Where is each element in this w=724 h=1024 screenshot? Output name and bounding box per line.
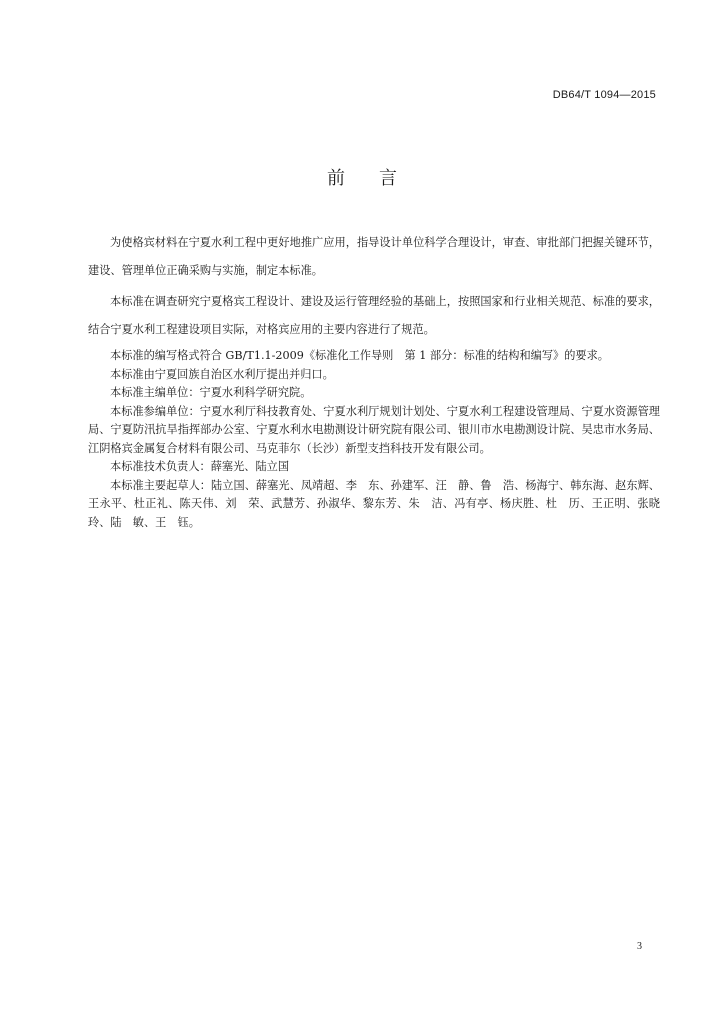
foreword-body — [88, 229, 660, 532]
page-title: 前言 — [327, 168, 431, 189]
page-number: 3 — [637, 941, 642, 952]
paragraph-drafters: 本标准主要起草人：陆立国、薛塞光、凤靖超、李 东、孙建军、汪 静、鲁 浩、杨海宁、韩东海、赵东辉、王永平、杜正礼、陈天伟、刘 荣、武慧芳、孙淑华、黎东芳、朱 洁、冯有亭、杨庆胜、杜 历、王正明、张晓玲、陆 敏、王 钰。 — [88, 478, 660, 529]
paragraph-basis: 本标准在调查研究宁夏格宾工程设计、建设及运行管理经验的基础上，按照国家和行业相关规范、标准的要求，结合宁夏水利工程建设项目实际，对格宾应用的主要内容进行了规范。 — [88, 295, 660, 336]
paragraph-chief-editor: 本标准主编单位：宁夏水利科学研究院。 — [110, 386, 312, 399]
standard-code: DB64/T 1094—2015 — [552, 89, 656, 101]
paragraph-proposer: 本标准由宁夏回族自治区水利厅提出并归口。 — [110, 367, 334, 381]
paragraph-purpose: 为使格宾材料在宁夏水利工程中更好地推广应用，指导设计单位科学合理设计，审查、审批部门把握关键环节，建设、管理单位正确采购与实施，制定本标准。 — [88, 236, 660, 277]
paragraph-participating-units: 本标准参编单位：宁夏水利厅科技教育处、宁夏水利厅规划计划处、宁夏水利工程建设管理局、宁夏水资源管理局、宁夏防汛抗旱指挥部办公室、宁夏水利水电勘测设计研究院有限公司、银川市水电勘测设计院、吴忠市水务局、江阴格宾金属复合材料有限公司、马克菲尔（长沙）新型支挡科技开发有限公司。 — [88, 404, 660, 455]
header-rule — [68, 108, 656, 109]
paragraph-format: 本标准的编写格式符合 GB/T1.1-2009《标准化工作导则 第 1 部分：标准的结构和编写》的要求。 — [110, 349, 609, 362]
paragraph-technical-leads: 本标准技术负责人：薛塞光、陆立国 — [110, 460, 290, 473]
